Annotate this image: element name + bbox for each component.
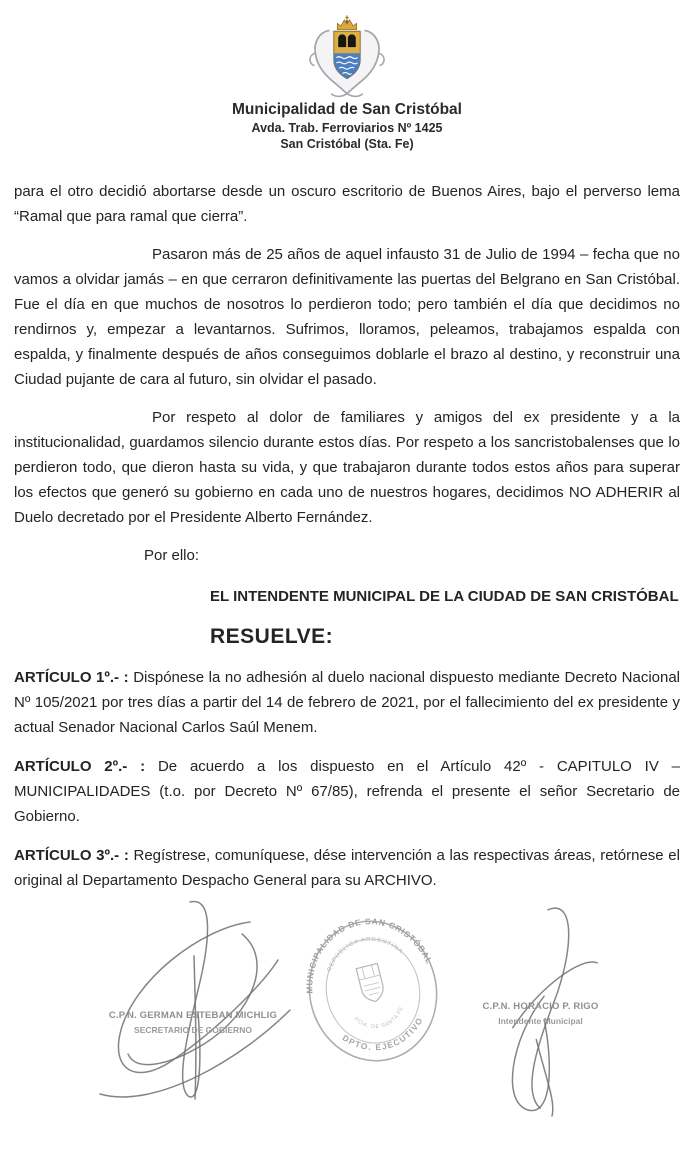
article-1-label: ARTÍCULO 1º.- : xyxy=(14,669,129,686)
secretary-signature-caption xyxy=(103,1010,283,1036)
signature-block xyxy=(0,872,694,1163)
secretary-signature-icon xyxy=(92,894,317,1106)
secretary-title: SECRETARIO DE GOBIERNO xyxy=(134,1025,252,1035)
stamp-ring-bottom-text: DPTO. EJECUTIVO xyxy=(340,1014,426,1053)
article-2-text: De acuerdo a los dispuesto en el Artículo 42º - CAPITULO IV – MUNICIPALIDADES (t.o. por Decreto Nº 67/85), refrenda el presente el señor Secretario de Gobierno. xyxy=(14,758,680,825)
svg-text:PCIA. DE SANTA FE xyxy=(352,1004,409,1035)
por-ello-line: Por ello: xyxy=(144,547,200,564)
letterhead xyxy=(0,0,694,151)
municipal-coat-of-arms-icon xyxy=(303,12,391,98)
stamp-center-crest-icon xyxy=(356,963,386,1004)
article-3-text: Regístrese, comuníquese, dése intervención a las respectivas áreas, retórnese el original al Departamento Despacho General para su ARCHIVO. xyxy=(14,847,680,889)
city-line: San Cristóbal (Sta. Fe) xyxy=(280,137,414,151)
address-line: Avda. Trab. Ferroviarios Nº 1425 xyxy=(251,121,443,135)
mayor-name: C.P.N. HORACIO P. RIGO xyxy=(482,1001,599,1012)
body-paragraph-2: Pasaron más de 25 años de aquel infausto 31 de Julio de 1994 – fecha que no vamos a olvidar jamás – en que cerraron definitivamente las puertas del Belgrano en San Cristóbal. Fue el día en que muchos de nosotros lo perdieron todo; pero también el día que decidimos no rendirnos y, empezar a levantarnos. Sufrimos, lloramos, peleamos, trabajamos espalda con espalda, y finalmente después de años conseguimos doblarle el brazo al destino, y reconstruir una Ciudad pujante de cara al futuro, sin olvidar el pasado. xyxy=(14,246,680,388)
body-paragraph-1: para el otro decidió abortarse desde un oscuro escritorio de Buenos Aires, bajo el perverso lema “Ramal que para ramal que cierra”. xyxy=(14,183,680,225)
body-paragraph-3: Por respeto al dolor de familiares y amigos del ex presidente y a la institucionalidad, guardamos silencio durante estos días. Por respeto a los sancristobalenses que lo perdieron todo, que dieron hasta su vida, y que trabajaron durante todos estos años para superar los efectos que generó su gobierno en cada uno de nuestros hogares, decidimos NO ADHERIR al Duelo decretado por el Presidente Alberto Fernández. xyxy=(14,409,680,526)
svg-text:DPTO. EJECUTIVO xyxy=(339,1013,430,1061)
article-1-text: Dispónese la no adhesión al duelo nacional dispuesto mediante Decreto Nacional Nº 105/2021 por tres días a partir del 14 de febrero de 2021, por el fallecimiento del ex presidente y actual Senador Nacional Carlos Saúl Menem. xyxy=(14,669,681,736)
article-2-label: ARTÍCULO 2º.- : xyxy=(14,758,146,775)
stamp-ring-top-text: MUNICIPALIDAD DE SAN CRISTÓBAL xyxy=(304,916,435,994)
article-1 xyxy=(14,665,680,740)
mayor-signature-caption xyxy=(448,1001,633,1027)
stamp-ring-inner-bottom-text: PCIA. DE SANTA FE xyxy=(352,1005,405,1031)
secretary-name: C.P.N. GERMAN ESTEBAN MICHLIG xyxy=(108,1010,278,1021)
resolve-heading: RESUELVE: xyxy=(210,625,334,648)
article-3-label: ARTÍCULO 3º.- : xyxy=(14,847,129,864)
document-body xyxy=(14,179,680,893)
mayor-title: Intendente Municipal xyxy=(498,1016,583,1026)
org-name: Municipalidad de San Cristóbal xyxy=(232,101,462,118)
stamp-ring-inner-text: REPÚBLICA ARGENTINA xyxy=(326,936,404,973)
article-2 xyxy=(14,754,680,829)
authority-heading: EL INTENDENTE MUNICIPAL DE LA CIUDAD DE SAN CRISTÓBAL xyxy=(210,588,679,605)
